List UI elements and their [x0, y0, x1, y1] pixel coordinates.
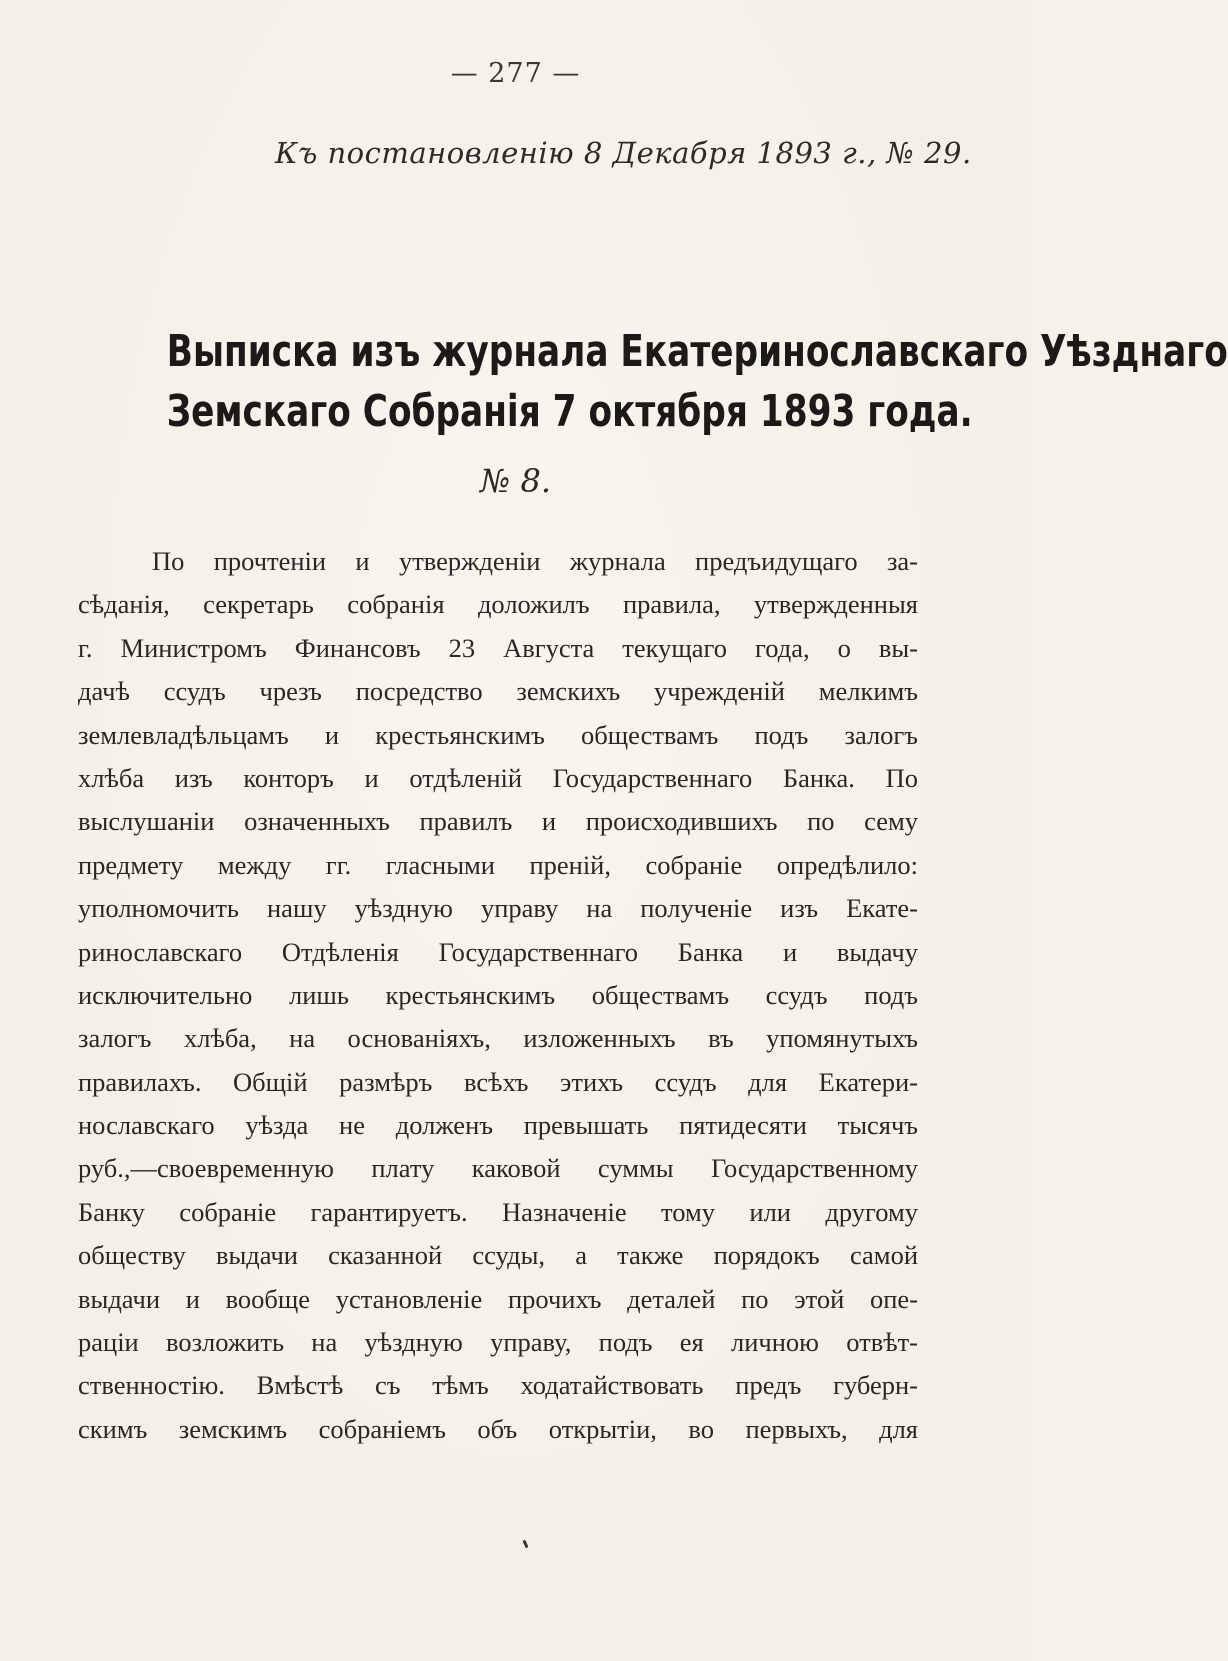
- item-number: № 8.: [480, 462, 551, 500]
- paragraph-line: правилахъ. Общій размѣръ всѣхъ этихъ ссудъ для Екатери-: [78, 1066, 918, 1097]
- paragraph-line: раціи возложить на уѣздную управу, подъ ея личною отвѣт-: [78, 1327, 918, 1358]
- body-paragraph: [78, 540, 918, 1451]
- paragraph-line: ственностію. Вмѣстѣ съ тѣмъ ходатайствовать предъ губерн-: [78, 1370, 918, 1401]
- paragraph-line: предмету между гг. гласными преній, собраніе опредѣлило:: [78, 849, 918, 880]
- paragraph-line: уполномочить нашу уѣздную управу на полученіе изъ Екате-: [78, 893, 918, 924]
- ink-speck: [522, 1540, 528, 1549]
- paragraph-line: По прочтеніи и утвержденіи журнала предъидущаго за-: [152, 546, 918, 576]
- paragraph-line: обществу выдачи сказанной ссуды, а также порядокъ самой: [78, 1240, 918, 1271]
- paragraph-line: выдачи и вообще установленіе прочихъ деталей по этой опе-: [78, 1283, 918, 1314]
- resolution-reference: Къ постановленію 8 Декабря 1893 г., № 29.: [275, 136, 972, 170]
- document-title: [166, 322, 1228, 442]
- paragraph-line: г. Министромъ Финансовъ 23 Августа текущаго года, о вы-: [78, 632, 918, 663]
- paragraph-line: исключительно лишь крестьянскимъ обществамъ ссудъ подъ: [78, 979, 918, 1010]
- paragraph-line: сѣданія, секретарь собранія доложилъ правила, утвержденныя: [78, 589, 918, 620]
- paragraph-line: залогъ хлѣба, на основаніяхъ, изложенныхъ въ упомянутыхъ: [78, 1023, 918, 1054]
- paragraph-line: ринославскаго Отдѣленія Государственнаго Банка и выдачу: [78, 936, 918, 967]
- title-line-1: Выписка изъ журнала Екатеринославскаго Уѣзднаго: [166, 326, 1228, 377]
- paragraph-line: выслушаніи означенныхъ правилъ и происходившихъ по сему: [78, 806, 918, 837]
- paragraph-line: Банку собраніе гарантируетъ. Назначеніе тому или другому: [78, 1196, 918, 1227]
- paragraph-line: землевладѣльцамъ и крестьянскимъ обществамъ подъ залогъ: [78, 719, 918, 750]
- paragraph-line: скимъ земскимъ собраніемъ объ открытіи, во первыхъ, для: [78, 1413, 918, 1444]
- page-number: — 277 —: [450, 58, 581, 89]
- paragraph-line: дачѣ ссудъ чрезъ посредство земскихъ учрежденій мелкимъ: [78, 676, 918, 707]
- paragraph-line: хлѣба изъ конторъ и отдѣленій Государственнаго Банка. По: [78, 762, 918, 793]
- title-line-2: Земскаго Собранія 7 октября 1893 года.: [166, 386, 973, 437]
- paragraph-line: нославскаго уѣзда не долженъ превышать пятидесяти тысячъ: [78, 1110, 918, 1141]
- paragraph-line: руб.,—своевременную плату каковой суммы Государственному: [78, 1153, 918, 1184]
